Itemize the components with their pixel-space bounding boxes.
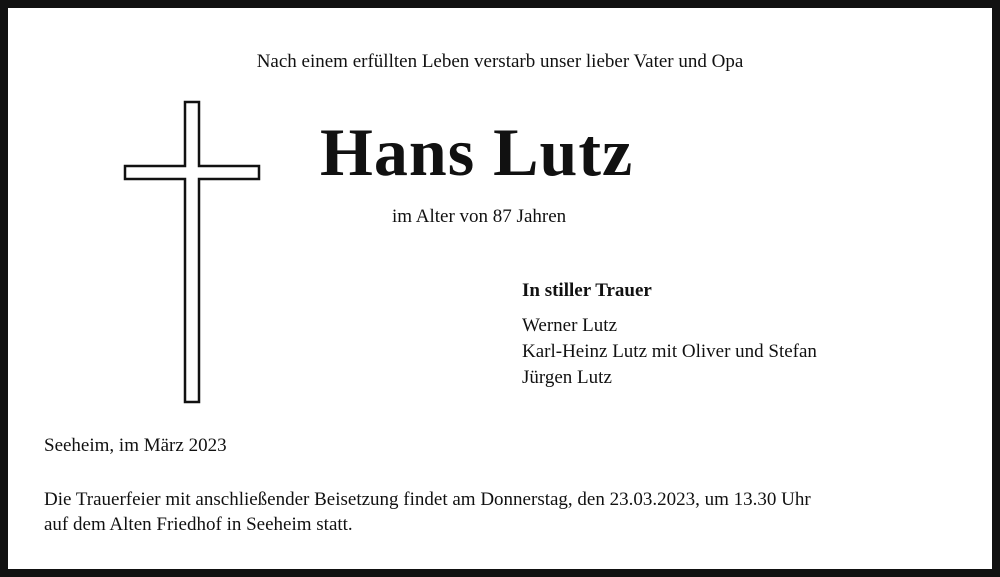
place-date: Seeheim, im März 2023 — [44, 435, 227, 456]
mourners-list — [522, 313, 817, 391]
funeral-details — [44, 487, 984, 537]
deceased-name: Hans Lutz — [320, 114, 634, 190]
mourner-name: Werner Lutz — [522, 315, 617, 336]
cross-icon — [123, 100, 263, 406]
details-line: Die Trauerfeier mit anschließender Beisetzung findet am Donnerstag, den 23.03.2023, um 13.30 Uhr — [44, 489, 811, 510]
mourner-name: Karl-Heinz Lutz mit Oliver und Stefan — [522, 341, 817, 362]
mourning-title: In stiller Trauer — [522, 280, 652, 301]
details-line: auf dem Alten Friedhof in Seeheim statt. — [44, 514, 353, 535]
age-line: im Alter von 87 Jahren — [392, 206, 567, 227]
mourner-name: Jürgen Lutz — [522, 367, 612, 388]
intro-text: Nach einem erfüllten Leben verstarb unser lieber Vater und Opa — [256, 51, 744, 72]
